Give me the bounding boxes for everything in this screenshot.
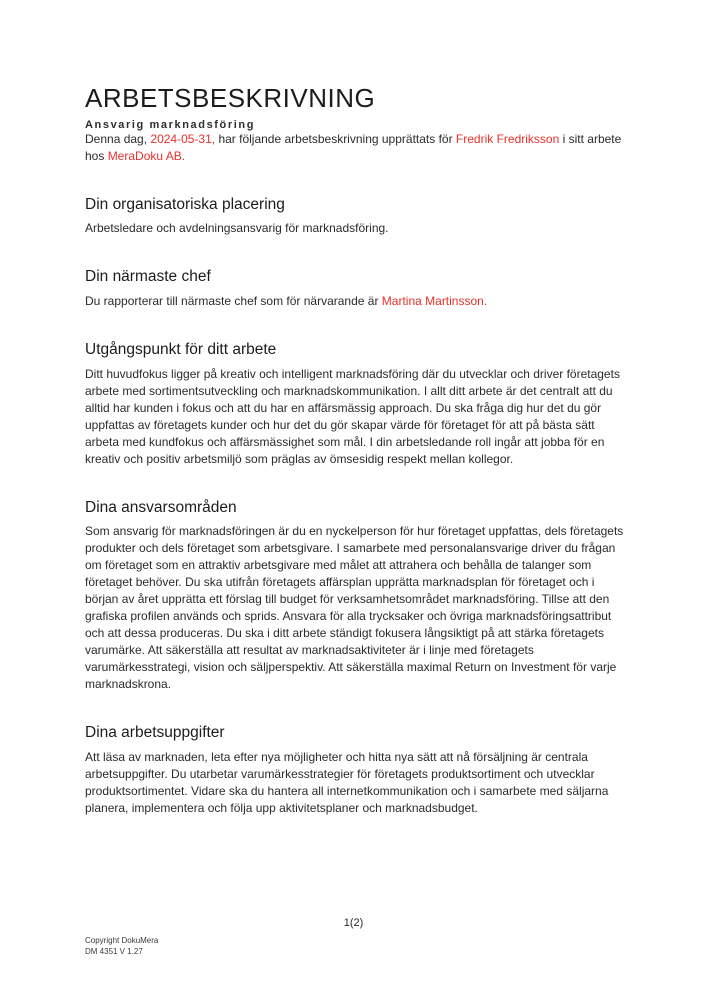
section-heading-placement: Din organisatoriska placering	[85, 195, 285, 213]
document-footer	[85, 935, 158, 957]
intro-paragraph	[85, 131, 627, 165]
document-title: ARBETSBESKRIVNING	[85, 83, 376, 113]
manager-name: Martina Martinsson.	[381, 294, 488, 309]
placement-text: Arbetsledare och avdelningsansvarig för marknadsföring.	[85, 221, 389, 236]
issue-date: 2024-05-31,	[150, 131, 216, 146]
starting-point-text: Ditt huvudfokus ligger på kreativ och intelligent marknadsföring där du utvecklar och driver företagets arbete med sortimentsutveckling och marknadskommunikation. I allt ditt arbete är det centralt att du alltid har kunden i fokus och att du har en affärsmässig approach. Du ska fråga dig hur det du gör uppfattas av företagets kunder och hur det du gör skapar värde för företaget för att på bästa sätt arbeta med kundfokus och affärsmässighet som mål. I din arbetsledande roll ingår att jobba för en kreativ och positiv arbetsmiljö som präglas av ömsesidig respekt mellan kollegor.	[85, 366, 620, 466]
responsibilities-text: Som ansvarig för marknadsföringen är du en nyckelperson för hur företaget uppfattas, dels företagets produkter och dels företaget som arbetsgivare. I samarbete med personalansvarige driver du frågan om företaget som en attraktiv arbetsgivare med målet att attrahera och behålla de talanger som företaget behöver. Du ska utifrån företagets affärsplan upprätta marknadsplan för företaget och i början av året upprätta ett förslag till budget för verksamhetsområdet marknadsföring. Tillse att den grafiska profilen används och sprids. Ansvara för alla trycksaker och övriga marknadsföringsattribut och att dessa produceras. Du ska i ditt arbete ständigt fokusera långsiktigt på att stärka företagets varumärke. Att säkerställa att resultat av marknadsaktiviteter är i linje med företagets varumärkesstrategi, vision och säljperspektiv. Att säkerställa maximal Return on Investment för varje marknadskrona.	[85, 524, 624, 692]
intro-text-2: har följande arbetsbeskrivning upprättats för	[215, 131, 456, 146]
tasks-text: Att läsa av marknaden, leta efter nya möjligheter och hitta nya sätt att nå försäljning är centrala arbetsuppgifter. Du utarbetar varumärkesstrategier för företagets produktsortiment och utvecklar produktsortimentet. Vidare ska du hantera all internetkommunikation och i samarbete med säljarna planera, implementera och följa upp aktivitetsplaner och marknadsbudget.	[85, 749, 609, 815]
manager-text-1: Du rapporterar till närmaste chef som för närvarande är	[85, 294, 382, 309]
section-heading-responsibilities: Dina ansvarsområden	[85, 498, 237, 516]
footer-document-id: DM 4351 V 1.27	[85, 947, 143, 956]
section-tasks	[85, 724, 627, 817]
intro-text-3: i sitt arbete hos	[85, 131, 622, 163]
intro-text-1: Denna dag,	[85, 131, 151, 146]
document-subtitle: Ansvarig marknadsföring	[85, 118, 256, 131]
section-heading-manager: Din närmaste chef	[85, 268, 211, 286]
employee-name: Fredrik Fredriksson	[455, 131, 560, 146]
company-name: MeraDoku AB.	[107, 148, 186, 163]
section-organisational-placement	[85, 196, 627, 238]
section-starting-point	[85, 341, 627, 468]
section-nearest-manager	[85, 268, 627, 310]
page-number: 1(2)	[343, 917, 364, 929]
section-heading-tasks: Dina arbetsuppgifter	[85, 724, 225, 742]
section-heading-starting-point: Utgångspunkt för ditt arbete	[85, 341, 277, 359]
manager-paragraph	[85, 293, 627, 310]
footer-copyright: Copyright DokuMera	[85, 936, 159, 945]
section-responsibilities	[85, 499, 627, 694]
